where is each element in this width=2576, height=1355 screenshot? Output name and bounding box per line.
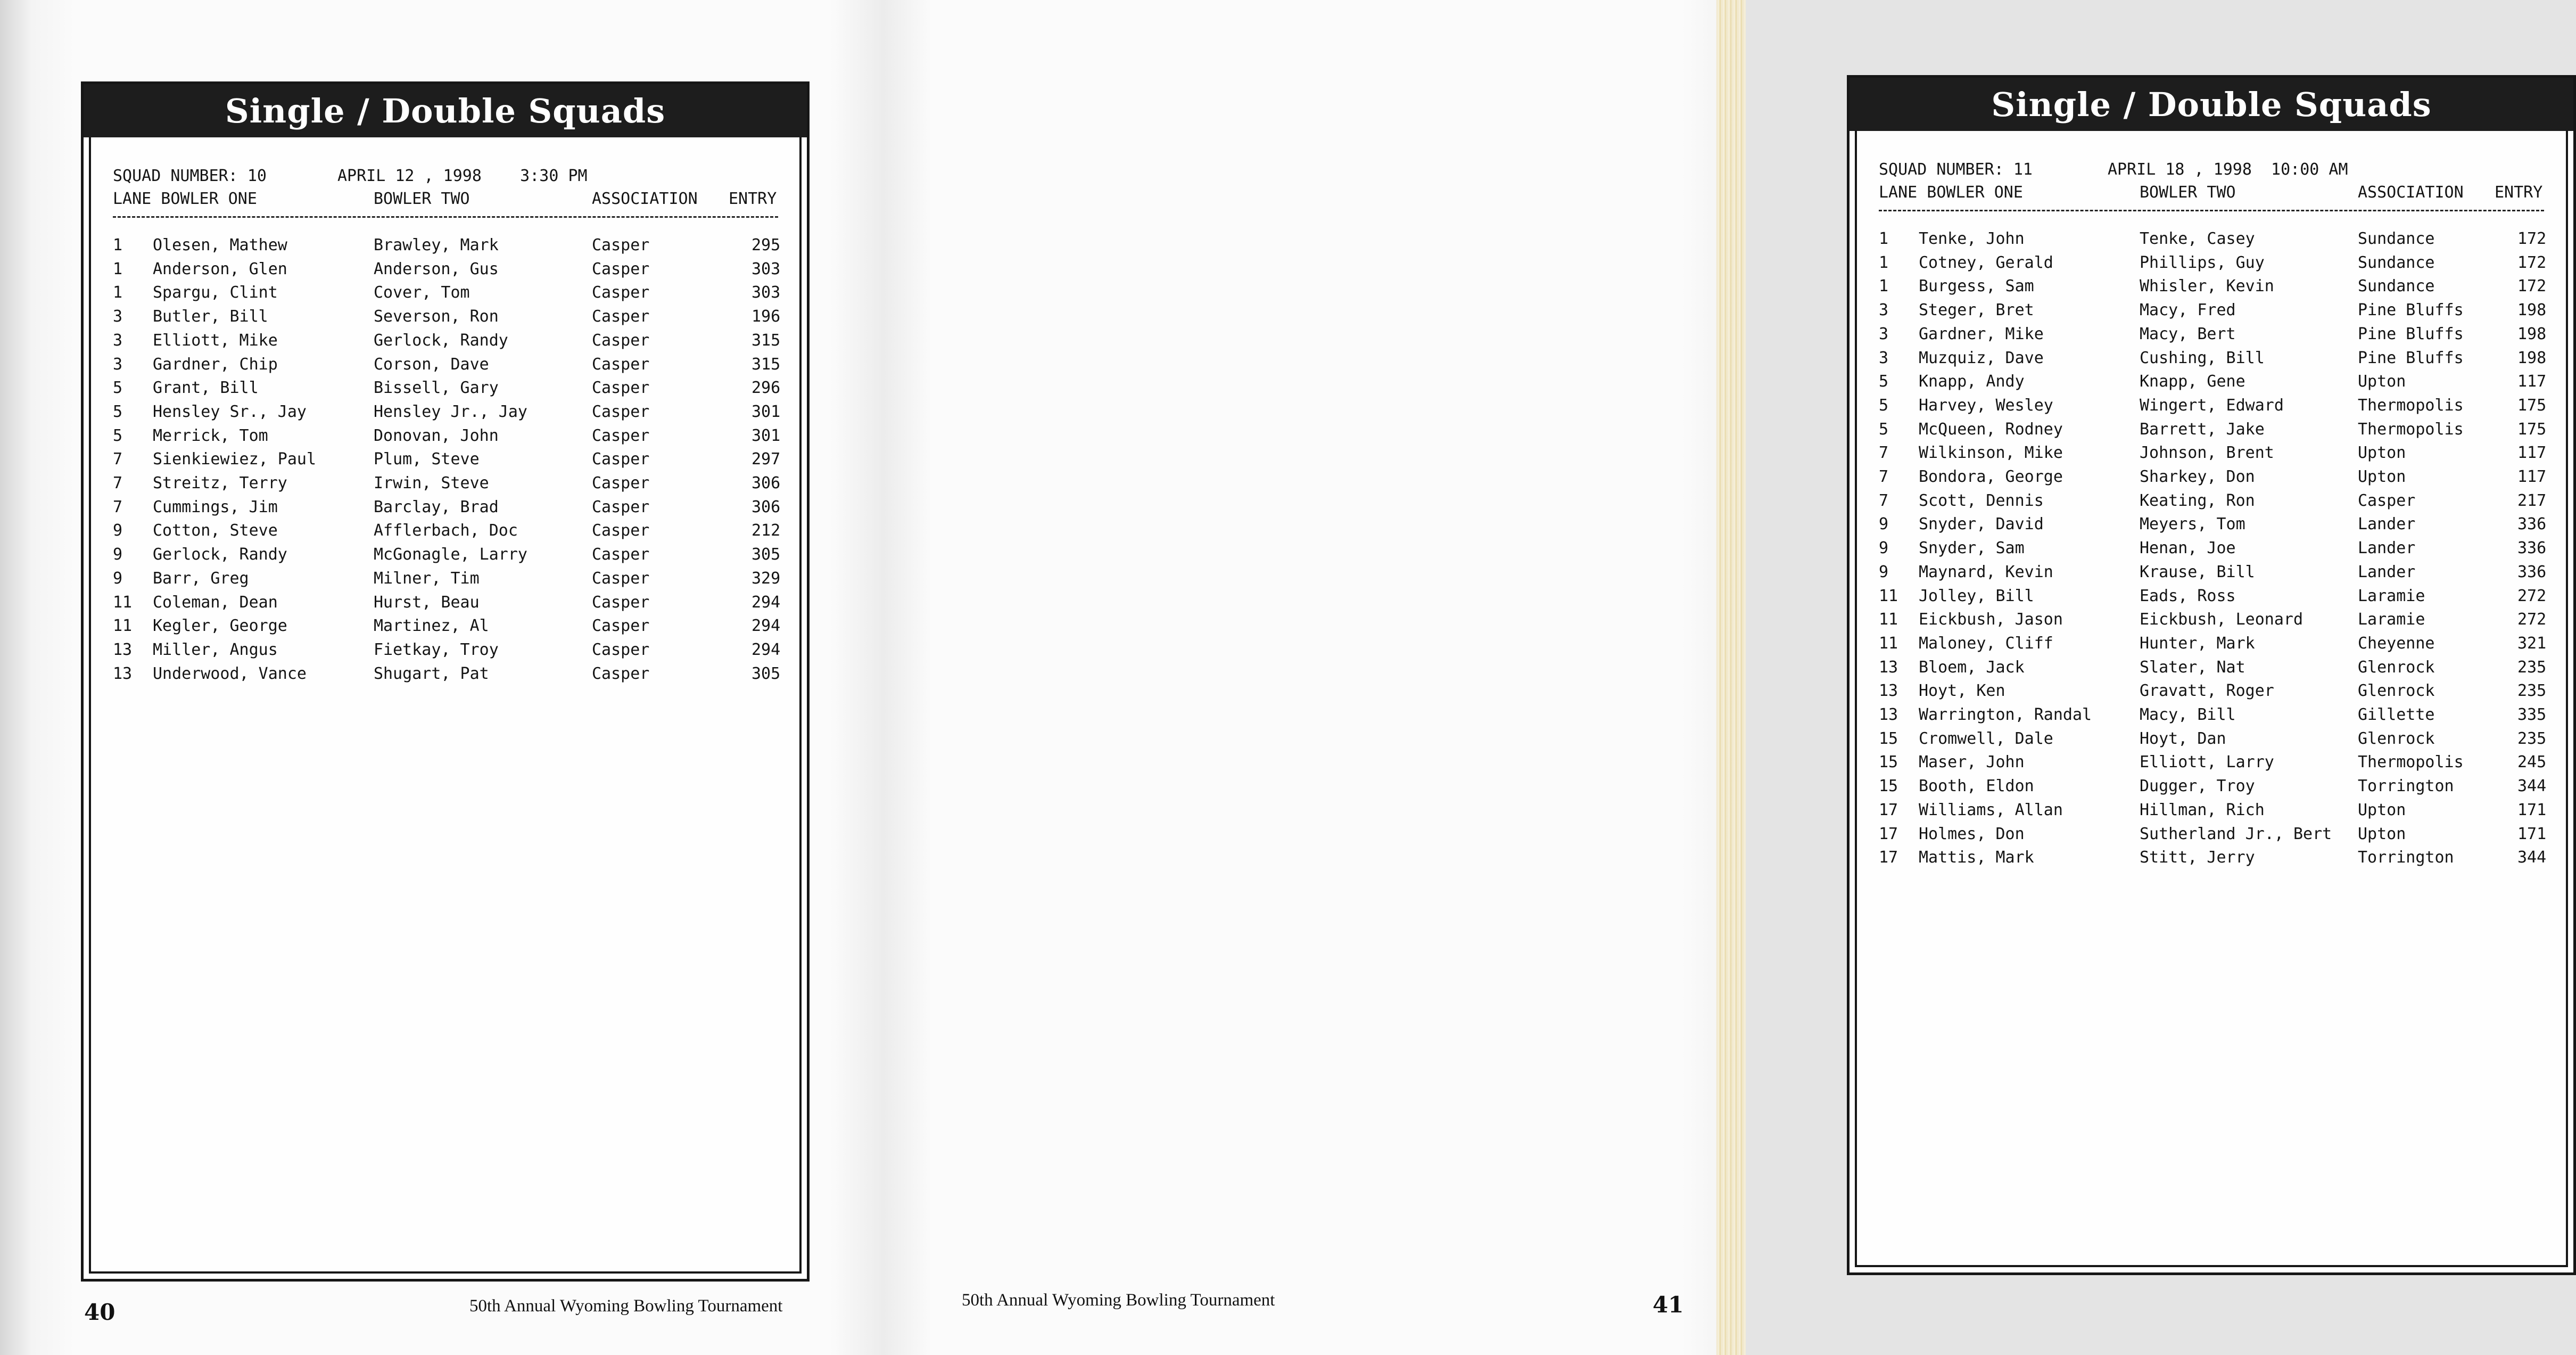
left-header-rule bbox=[113, 216, 778, 218]
cell-entry: 272 bbox=[2517, 610, 2547, 629]
cell-lane: 13 bbox=[113, 640, 133, 659]
cell-association: Upton bbox=[2358, 800, 2406, 819]
cell-bowler-one: Mattis, Mark bbox=[1919, 848, 2034, 867]
cell-lane: 11 bbox=[113, 617, 133, 636]
left-header-entry: ENTRY bbox=[729, 190, 777, 208]
cell-lane: 9 bbox=[1879, 515, 1889, 534]
cell-entry: 117 bbox=[2517, 372, 2547, 391]
cell-association: Casper bbox=[592, 236, 650, 254]
cell-bowler-one: Maynard, Kevin bbox=[1919, 562, 2053, 581]
cell-entry: 294 bbox=[752, 593, 781, 612]
cell-association: Casper bbox=[2358, 491, 2416, 510]
cell-bowler-two: Barrett, Jake bbox=[2140, 420, 2265, 439]
cell-entry: 175 bbox=[2517, 420, 2547, 439]
cell-lane: 3 bbox=[1879, 324, 1889, 343]
cell-bowler-one: Harvey, Wesley bbox=[1919, 396, 2053, 415]
cell-entry: 305 bbox=[752, 545, 781, 564]
cell-bowler-one: Snyder, David bbox=[1919, 515, 2044, 534]
cell-entry: 235 bbox=[2517, 681, 2547, 701]
cell-bowler-two: Hillman, Rich bbox=[2140, 800, 2265, 819]
cell-bowler-one: Cotton, Steve bbox=[153, 521, 278, 540]
cell-association: Thermopolis bbox=[2358, 420, 2464, 439]
left-header-lane-bowler-one: LANE BOWLER ONE bbox=[113, 190, 257, 208]
cell-lane: 9 bbox=[1879, 562, 1889, 581]
right-header-entry: ENTRY bbox=[2495, 183, 2543, 202]
right-footer: 50th Annual Wyoming Bowling Tournament bbox=[962, 1291, 1275, 1310]
left-footer: 50th Annual Wyoming Bowling Tournament bbox=[469, 1296, 783, 1316]
cell-lane: 7 bbox=[113, 474, 123, 492]
cell-lane: 5 bbox=[1879, 372, 1889, 391]
left-page bbox=[0, 0, 884, 1355]
cell-bowler-one: Maser, John bbox=[1919, 753, 2025, 772]
cell-bowler-one: Gardner, Mike bbox=[1919, 324, 2044, 343]
cell-entry: 295 bbox=[752, 236, 781, 254]
left-squad-number: SQUAD NUMBER: 10 bbox=[113, 167, 267, 185]
cell-bowler-two: Macy, Fred bbox=[2140, 301, 2236, 320]
cell-lane: 3 bbox=[113, 307, 123, 326]
cell-association: Lander bbox=[2358, 562, 2416, 581]
cell-entry: 198 bbox=[2517, 348, 2547, 367]
cell-entry: 315 bbox=[752, 331, 781, 350]
cell-entry: 171 bbox=[2517, 800, 2547, 819]
cell-lane: 7 bbox=[113, 497, 123, 516]
cell-lane: 9 bbox=[113, 569, 123, 588]
cell-bowler-one: Hensley Sr., Jay bbox=[153, 402, 307, 421]
cell-bowler-two: Eickbush, Leonard bbox=[2140, 610, 2303, 629]
cell-bowler-two: Wingert, Edward bbox=[2140, 396, 2284, 415]
left-banner-title: Single / Double Squads bbox=[84, 84, 807, 137]
cell-bowler-two: Hunter, Mark bbox=[2140, 634, 2255, 653]
cell-bowler-two: Knapp, Gene bbox=[2140, 372, 2245, 391]
cell-lane: 9 bbox=[1879, 539, 1889, 558]
right-squad-frame bbox=[1847, 75, 2576, 1275]
cell-association: Upton bbox=[2358, 444, 2406, 463]
cell-association: Laramie bbox=[2358, 610, 2425, 629]
cell-bowler-one: McQueen, Rodney bbox=[1919, 420, 2063, 439]
cell-bowler-one: Jolley, Bill bbox=[1919, 586, 2034, 605]
cell-bowler-two: Brawley, Mark bbox=[374, 236, 499, 254]
cell-lane: 1 bbox=[113, 259, 123, 278]
cell-association: Casper bbox=[592, 593, 650, 612]
cell-association: Upton bbox=[2358, 824, 2406, 843]
cell-bowler-one: Barr, Greg bbox=[153, 569, 249, 588]
cell-entry: 344 bbox=[2517, 777, 2547, 796]
cell-association: Glenrock bbox=[2358, 729, 2435, 748]
cell-bowler-one: Cromwell, Dale bbox=[1919, 729, 2053, 748]
cell-entry: 245 bbox=[2517, 753, 2547, 772]
cell-entry: 329 bbox=[752, 569, 781, 588]
cell-lane: 11 bbox=[1879, 610, 1898, 629]
cell-bowler-one: Eickbush, Jason bbox=[1919, 610, 2063, 629]
cell-entry: 196 bbox=[752, 307, 781, 326]
cell-lane: 17 bbox=[1879, 848, 1898, 867]
cell-lane: 3 bbox=[113, 355, 123, 374]
cell-lane: 15 bbox=[1879, 729, 1898, 748]
cell-association: Casper bbox=[592, 307, 650, 326]
cell-association: Thermopolis bbox=[2358, 753, 2464, 772]
cell-entry: 171 bbox=[2517, 824, 2547, 843]
cell-entry: 306 bbox=[752, 474, 781, 492]
cell-bowler-two: Severson, Ron bbox=[374, 307, 499, 326]
cell-bowler-two: Anderson, Gus bbox=[374, 259, 499, 278]
cell-entry: 198 bbox=[2517, 301, 2547, 320]
cell-association: Cheyenne bbox=[2358, 634, 2435, 653]
cell-bowler-two: Cushing, Bill bbox=[2140, 348, 2265, 367]
cell-association: Gillette bbox=[2358, 705, 2435, 724]
cell-association: Sundance bbox=[2358, 229, 2435, 248]
right-header-lane-bowler-one: LANE BOWLER ONE bbox=[1879, 183, 2023, 202]
cell-association: Casper bbox=[592, 617, 650, 636]
cell-bowler-one: Coleman, Dean bbox=[153, 593, 278, 612]
cell-association: Casper bbox=[592, 331, 650, 350]
cell-entry: 303 bbox=[752, 283, 781, 302]
cell-entry: 336 bbox=[2517, 515, 2547, 534]
cell-lane: 11 bbox=[113, 593, 133, 612]
cell-bowler-two: Hoyt, Dan bbox=[2140, 729, 2226, 748]
cell-bowler-two: Fietkay, Troy bbox=[374, 640, 499, 659]
cell-bowler-one: Butler, Bill bbox=[153, 307, 268, 326]
cell-bowler-two: Macy, Bill bbox=[2140, 705, 2236, 724]
left-squad-date: APRIL 12 , 1998 3:30 PM bbox=[337, 167, 588, 185]
cell-bowler-one: Sienkiewiez, Paul bbox=[153, 450, 317, 469]
cell-bowler-two: Irwin, Steve bbox=[374, 474, 489, 492]
cell-association: Thermopolis bbox=[2358, 396, 2464, 415]
cell-lane: 3 bbox=[1879, 301, 1889, 320]
cell-lane: 15 bbox=[1879, 753, 1898, 772]
cell-entry: 117 bbox=[2517, 444, 2547, 463]
cell-bowler-two: Afflerbach, Doc bbox=[374, 521, 518, 540]
cell-entry: 294 bbox=[752, 640, 781, 659]
cell-association: Pine Bluffs bbox=[2358, 324, 2464, 343]
cell-association: Glenrock bbox=[2358, 681, 2435, 701]
cell-entry: 297 bbox=[752, 450, 781, 469]
cell-association: Casper bbox=[592, 521, 650, 540]
cell-bowler-one: Gardner, Chip bbox=[153, 355, 278, 374]
cell-bowler-two: Gravatt, Roger bbox=[2140, 681, 2274, 701]
cell-bowler-one: Olesen, Mathew bbox=[153, 236, 287, 254]
cell-bowler-two: Keating, Ron bbox=[2140, 491, 2255, 510]
cell-entry: 321 bbox=[2517, 634, 2547, 653]
cell-lane: 3 bbox=[1879, 348, 1889, 367]
cell-association: Upton bbox=[2358, 372, 2406, 391]
left-header-bowler-two: BOWLER TWO bbox=[374, 190, 470, 208]
cell-lane: 13 bbox=[1879, 658, 1898, 677]
cell-association: Casper bbox=[592, 259, 650, 278]
cell-entry: 235 bbox=[2517, 729, 2547, 748]
cell-lane: 11 bbox=[1879, 586, 1898, 605]
cell-entry: 344 bbox=[2517, 848, 2547, 867]
cell-association: Lander bbox=[2358, 539, 2416, 558]
cell-association: Torrington bbox=[2358, 777, 2454, 796]
cell-lane: 9 bbox=[113, 545, 123, 564]
cell-entry: 172 bbox=[2517, 229, 2547, 248]
cell-bowler-one: Williams, Allan bbox=[1919, 800, 2063, 819]
cell-association: Casper bbox=[592, 569, 650, 588]
cell-entry: 117 bbox=[2517, 467, 2547, 486]
cell-bowler-two: Shugart, Pat bbox=[374, 664, 489, 683]
left-page-number: 40 bbox=[84, 1299, 115, 1325]
cell-association: Laramie bbox=[2358, 586, 2425, 605]
cell-bowler-two: Henan, Joe bbox=[2140, 539, 2236, 558]
cell-bowler-two: Corson, Dave bbox=[374, 355, 489, 374]
cell-association: Sundance bbox=[2358, 277, 2435, 296]
cell-entry: 335 bbox=[2517, 705, 2547, 724]
cell-bowler-two: Barclay, Brad bbox=[374, 497, 499, 516]
cell-lane: 9 bbox=[113, 521, 123, 540]
cell-lane: 13 bbox=[113, 664, 133, 683]
cell-bowler-one: Holmes, Don bbox=[1919, 824, 2025, 843]
cell-association: Casper bbox=[592, 426, 650, 445]
cell-bowler-one: Cummings, Jim bbox=[153, 497, 278, 516]
cell-association: Torrington bbox=[2358, 848, 2454, 867]
cell-bowler-one: Snyder, Sam bbox=[1919, 539, 2025, 558]
cell-bowler-one: Burgess, Sam bbox=[1919, 277, 2034, 296]
cell-bowler-one: Miller, Angus bbox=[153, 640, 278, 659]
cell-lane: 1 bbox=[113, 236, 123, 254]
cell-bowler-two: McGonagle, Larry bbox=[374, 545, 527, 564]
cell-lane: 1 bbox=[113, 283, 123, 302]
cell-entry: 212 bbox=[752, 521, 781, 540]
cell-lane: 7 bbox=[1879, 491, 1889, 510]
cell-association: Casper bbox=[592, 640, 650, 659]
right-header-association: ASSOCIATION bbox=[2358, 183, 2464, 202]
cell-bowler-one: Grant, Bill bbox=[153, 379, 259, 398]
cell-lane: 5 bbox=[113, 379, 123, 398]
left-squad-frame bbox=[81, 81, 810, 1282]
cell-bowler-one: Anderson, Glen bbox=[153, 259, 287, 278]
cell-bowler-one: Tenke, John bbox=[1919, 229, 2025, 248]
cell-bowler-one: Booth, Eldon bbox=[1919, 777, 2034, 796]
cell-bowler-one: Wilkinson, Mike bbox=[1919, 444, 2063, 463]
right-page-number: 41 bbox=[1653, 1292, 1684, 1318]
cell-bowler-two: Martinez, Al bbox=[374, 617, 489, 636]
right-header-rule bbox=[1879, 210, 2544, 211]
cell-bowler-two: Plum, Steve bbox=[374, 450, 480, 469]
cell-lane: 13 bbox=[1879, 705, 1898, 724]
cell-bowler-two: Tenke, Casey bbox=[2140, 229, 2255, 248]
cell-lane: 1 bbox=[1879, 229, 1889, 248]
cell-entry: 175 bbox=[2517, 396, 2547, 415]
cell-association: Casper bbox=[592, 474, 650, 492]
cell-entry: 303 bbox=[752, 259, 781, 278]
cell-bowler-two: Slater, Nat bbox=[2140, 658, 2245, 677]
cell-bowler-two: Elliott, Larry bbox=[2140, 753, 2274, 772]
cell-bowler-one: Muzquiz, Dave bbox=[1919, 348, 2044, 367]
cell-bowler-two: Sharkey, Don bbox=[2140, 467, 2255, 486]
cell-lane: 17 bbox=[1879, 824, 1898, 843]
cell-bowler-one: Warrington, Randal bbox=[1919, 705, 2092, 724]
cell-entry: 296 bbox=[752, 379, 781, 398]
cell-lane: 7 bbox=[1879, 467, 1889, 486]
cell-bowler-one: Hoyt, Ken bbox=[1919, 681, 2005, 701]
cell-entry: 301 bbox=[752, 426, 781, 445]
cell-association: Upton bbox=[2358, 467, 2406, 486]
cell-bowler-two: Hensley Jr., Jay bbox=[374, 402, 527, 421]
cell-bowler-two: Dugger, Troy bbox=[2140, 777, 2255, 796]
cell-bowler-two: Hurst, Beau bbox=[374, 593, 480, 612]
cell-lane: 15 bbox=[1879, 777, 1898, 796]
cell-bowler-one: Steger, Bret bbox=[1919, 301, 2034, 320]
cell-association: Casper bbox=[592, 355, 650, 374]
cell-association: Pine Bluffs bbox=[2358, 301, 2464, 320]
cell-bowler-one: Bondora, George bbox=[1919, 467, 2063, 486]
cell-entry: 272 bbox=[2517, 586, 2547, 605]
cell-association: Lander bbox=[2358, 515, 2416, 534]
cell-association: Casper bbox=[592, 450, 650, 469]
cell-association: Casper bbox=[592, 402, 650, 421]
cell-bowler-one: Bloem, Jack bbox=[1919, 658, 2025, 677]
right-squad-number: SQUAD NUMBER: 11 bbox=[1879, 160, 2033, 179]
cell-entry: 315 bbox=[752, 355, 781, 374]
cell-bowler-two: Cover, Tom bbox=[374, 283, 470, 302]
cell-bowler-one: Gerlock, Randy bbox=[153, 545, 287, 564]
cell-bowler-one: Kegler, George bbox=[153, 617, 287, 636]
cell-association: Casper bbox=[592, 497, 650, 516]
cell-bowler-two: Krause, Bill bbox=[2140, 562, 2255, 581]
cell-association: Sundance bbox=[2358, 253, 2435, 272]
cell-lane: 7 bbox=[1879, 444, 1889, 463]
right-squad-date: APRIL 18 , 1998 10:00 AM bbox=[2108, 160, 2348, 179]
cell-association: Casper bbox=[592, 545, 650, 564]
right-banner-title: Single / Double Squads bbox=[1850, 78, 2573, 131]
cell-association: Casper bbox=[592, 379, 650, 398]
cell-entry: 198 bbox=[2517, 324, 2547, 343]
right-page bbox=[884, 0, 2547, 1355]
cell-association: Casper bbox=[592, 664, 650, 683]
page-edge-strip bbox=[1716, 0, 1746, 1355]
cell-bowler-one: Scott, Dennis bbox=[1919, 491, 2044, 510]
cell-entry: 235 bbox=[2517, 658, 2547, 677]
cell-entry: 294 bbox=[752, 617, 781, 636]
cell-lane: 17 bbox=[1879, 800, 1898, 819]
cell-bowler-two: Phillips, Guy bbox=[2140, 253, 2265, 272]
cell-entry: 306 bbox=[752, 497, 781, 516]
cell-lane: 5 bbox=[1879, 420, 1889, 439]
cell-entry: 172 bbox=[2517, 277, 2547, 296]
cell-lane: 5 bbox=[1879, 396, 1889, 415]
cell-entry: 336 bbox=[2517, 562, 2547, 581]
left-header-association: ASSOCIATION bbox=[592, 190, 698, 208]
cell-lane: 11 bbox=[1879, 634, 1898, 653]
cell-lane: 13 bbox=[1879, 681, 1898, 701]
cell-bowler-two: Stitt, Jerry bbox=[2140, 848, 2255, 867]
cell-bowler-two: Johnson, Brent bbox=[2140, 444, 2274, 463]
cell-bowler-one: Knapp, Andy bbox=[1919, 372, 2025, 391]
cell-entry: 172 bbox=[2517, 253, 2547, 272]
cell-bowler-one: Streitz, Terry bbox=[153, 474, 287, 492]
right-header-bowler-two: BOWLER TWO bbox=[2140, 183, 2236, 202]
cell-bowler-two: Bissell, Gary bbox=[374, 379, 499, 398]
cell-entry: 301 bbox=[752, 402, 781, 421]
cell-bowler-two: Sutherland Jr., Bert bbox=[2140, 824, 2332, 843]
cell-association: Glenrock bbox=[2358, 658, 2435, 677]
cell-bowler-one: Merrick, Tom bbox=[153, 426, 268, 445]
cell-entry: 305 bbox=[752, 664, 781, 683]
cell-bowler-one: Elliott, Mike bbox=[153, 331, 278, 350]
cell-bowler-two: Meyers, Tom bbox=[2140, 515, 2245, 534]
cell-association: Pine Bluffs bbox=[2358, 348, 2464, 367]
cell-bowler-two: Gerlock, Randy bbox=[374, 331, 508, 350]
cell-bowler-one: Underwood, Vance bbox=[153, 664, 307, 683]
cell-bowler-two: Milner, Tim bbox=[374, 569, 480, 588]
cell-bowler-two: Whisler, Kevin bbox=[2140, 277, 2274, 296]
cell-lane: 1 bbox=[1879, 253, 1889, 272]
cell-lane: 7 bbox=[113, 450, 123, 469]
cell-bowler-one: Spargu, Clint bbox=[153, 283, 278, 302]
cell-lane: 5 bbox=[113, 426, 123, 445]
cell-bowler-one: Cotney, Gerald bbox=[1919, 253, 2053, 272]
cell-lane: 1 bbox=[1879, 277, 1889, 296]
cell-lane: 3 bbox=[113, 331, 123, 350]
cell-entry: 217 bbox=[2517, 491, 2547, 510]
cell-bowler-two: Donovan, John bbox=[374, 426, 499, 445]
cell-lane: 5 bbox=[113, 402, 123, 421]
cell-entry: 336 bbox=[2517, 539, 2547, 558]
cell-bowler-two: Macy, Bert bbox=[2140, 324, 2236, 343]
cell-bowler-two: Eads, Ross bbox=[2140, 586, 2236, 605]
cell-association: Casper bbox=[592, 283, 650, 302]
cell-bowler-one: Maloney, Cliff bbox=[1919, 634, 2053, 653]
